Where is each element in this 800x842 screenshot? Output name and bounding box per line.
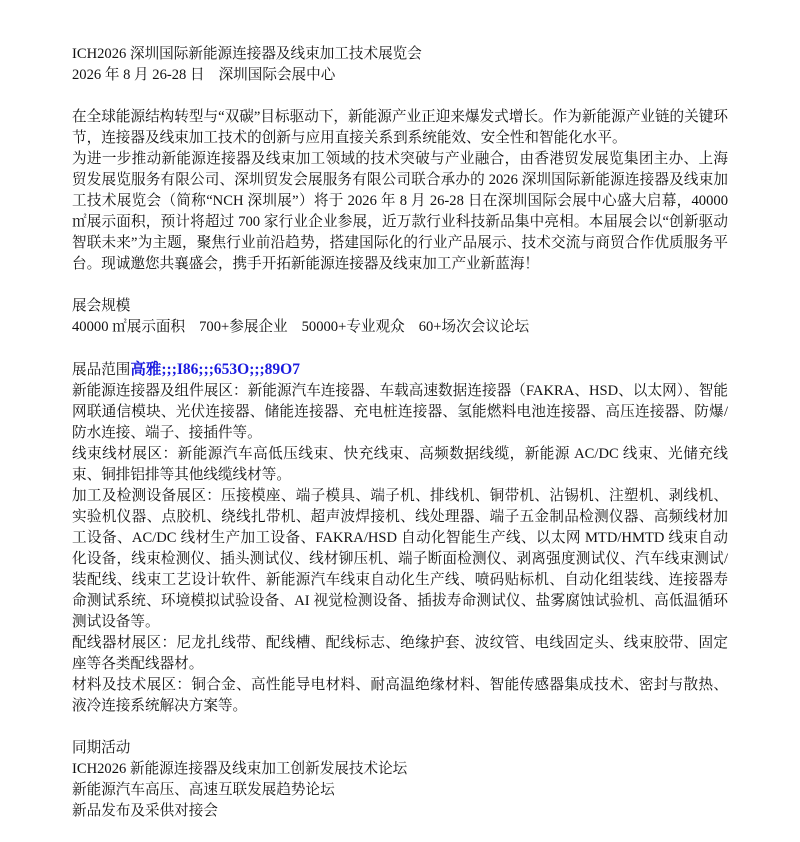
contact-info: 高雅;;;I86;;;653O;;;89O7 <box>130 361 300 378</box>
spacer <box>72 717 728 738</box>
scope-zone-accessories: 配线器材展区：尼龙扎线带、配线槽、配线标志、绝缘护套、波纹管、电线固定头、线束胶带、固定座等各类配线器材。 <box>72 635 728 672</box>
spacer <box>72 86 728 107</box>
stat-forums: 60+场次会议论坛 <box>418 319 530 335</box>
spacer <box>72 275 728 296</box>
scope-zone-wiring: 线束线材展区：新能源汽车高低压线束、快充线束、高频数据线缆，新能源 AC/DC 线束、光储充线束、铜排铝排等其他线缆线材等。 <box>72 446 728 483</box>
exhibition-venue: 深圳国际会展中心 <box>218 67 336 83</box>
stat-area: 40000 ㎡展示面积 <box>72 319 186 335</box>
document-page <box>72 44 728 822</box>
scope-heading: 展品范围 <box>72 362 131 378</box>
event-item: 新能源汽车高压、高速互联发展趋势论坛 <box>72 782 335 798</box>
exhibition-title: ICH2026 深圳国际新能源连接器及线束加工技术展览会 <box>72 46 422 62</box>
intro-paragraph-2: 为进一步推动新能源连接器及线束加工领域的技术突破与产业融合，由香港贸发展览集团主办、上海贸发展览服务有限公司、深圳贸发会展服务有限公司联合承办的 2026 深圳国际新能源连接器及线束加工技术展览会（简称“NCH 深圳展”）将于 2026 年 8 月 26-28 日在深圳国际会展中心盛大启幕，40000 ㎡展示面积，预计将超过 700 家行业企业参展，近万款行业科技新品集中亮相。本届展会以“创新驱动 智联未来”为主题，聚焦行业前沿趋势，搭建国际化的行业产品展示、技术交流与商贸合作优质服务平台。现诚邀您共襄盛会，携手开拓新能源连接器及线束加工产业新蓝海！ <box>72 151 728 272</box>
event-item: 新品发布及采供对接会 <box>72 803 218 819</box>
event-item: ICH2026 新能源连接器及线束加工创新发展技术论坛 <box>72 761 408 777</box>
scope-zone-equipment: 加工及检测设备展区：压接模座、端子模具、端子机、排线机、铜带机、沾锡机、注塑机、剥线机、实验机仪器、点胶机、绕线扎带机、超声波焊接机、线处理器、端子五金制品检测仪器、高频线材加工设备、AC/DC 线材生产加工设备、FAKRA/HSD 自动化智能生产线、以太网 MTD/HMTD 线束自动化设备，线束检测仪、插头测试仪、线材铆压机、端子断面检测仪、剥离强度测试仪、汽车线束测试/装配线、线束工艺设计软件、新能源汽车线束自动化生产线、喷码贴标机、自动化组装线、连接器寿命测试系统、环境模拟试验设备、AI 视觉检测设备、插拔寿命测试仪、盐雾腐蚀试验机、高低温循环测试设备等。 <box>72 488 728 630</box>
scale-heading: 展会规模 <box>72 298 131 314</box>
stat-visitors: 50000+专业观众 <box>301 319 405 335</box>
intro-paragraph-1: 在全球能源结构转型与“双碳”目标驱动下，新能源产业正迎来爆发式增长。作为新能源产业链的关键环节，连接器及线束加工技术的创新与应用直接关系到系统能效、安全性和智能化水平。 <box>72 109 728 146</box>
date-venue-line <box>72 65 728 86</box>
events-heading: 同期活动 <box>72 740 131 756</box>
scope-zone-connectors: 新能源连接器及组件展区：新能源汽车连接器、车载高速数据连接器（FAKRA、HSD、以太网）、智能网联通信模块、光伏连接器、储能连接器、充电桩连接器、氢能燃料电池连接器、高压连接器、防爆/防水连接、端子、接插件等。 <box>72 383 728 441</box>
scope-zone-materials: 材料及技术展区：铜合金、高性能导电材料、耐高温绝缘材料、智能传感器集成技术、密封与散热、液冷连接系统解决方案等。 <box>72 677 728 714</box>
scope-heading-line <box>72 359 728 381</box>
stat-exhibitors: 700+参展企业 <box>199 319 288 335</box>
spacer <box>72 338 728 359</box>
exhibition-date: 2026 年 8 月 26-28 日 <box>72 67 205 83</box>
scale-stats <box>72 317 728 338</box>
